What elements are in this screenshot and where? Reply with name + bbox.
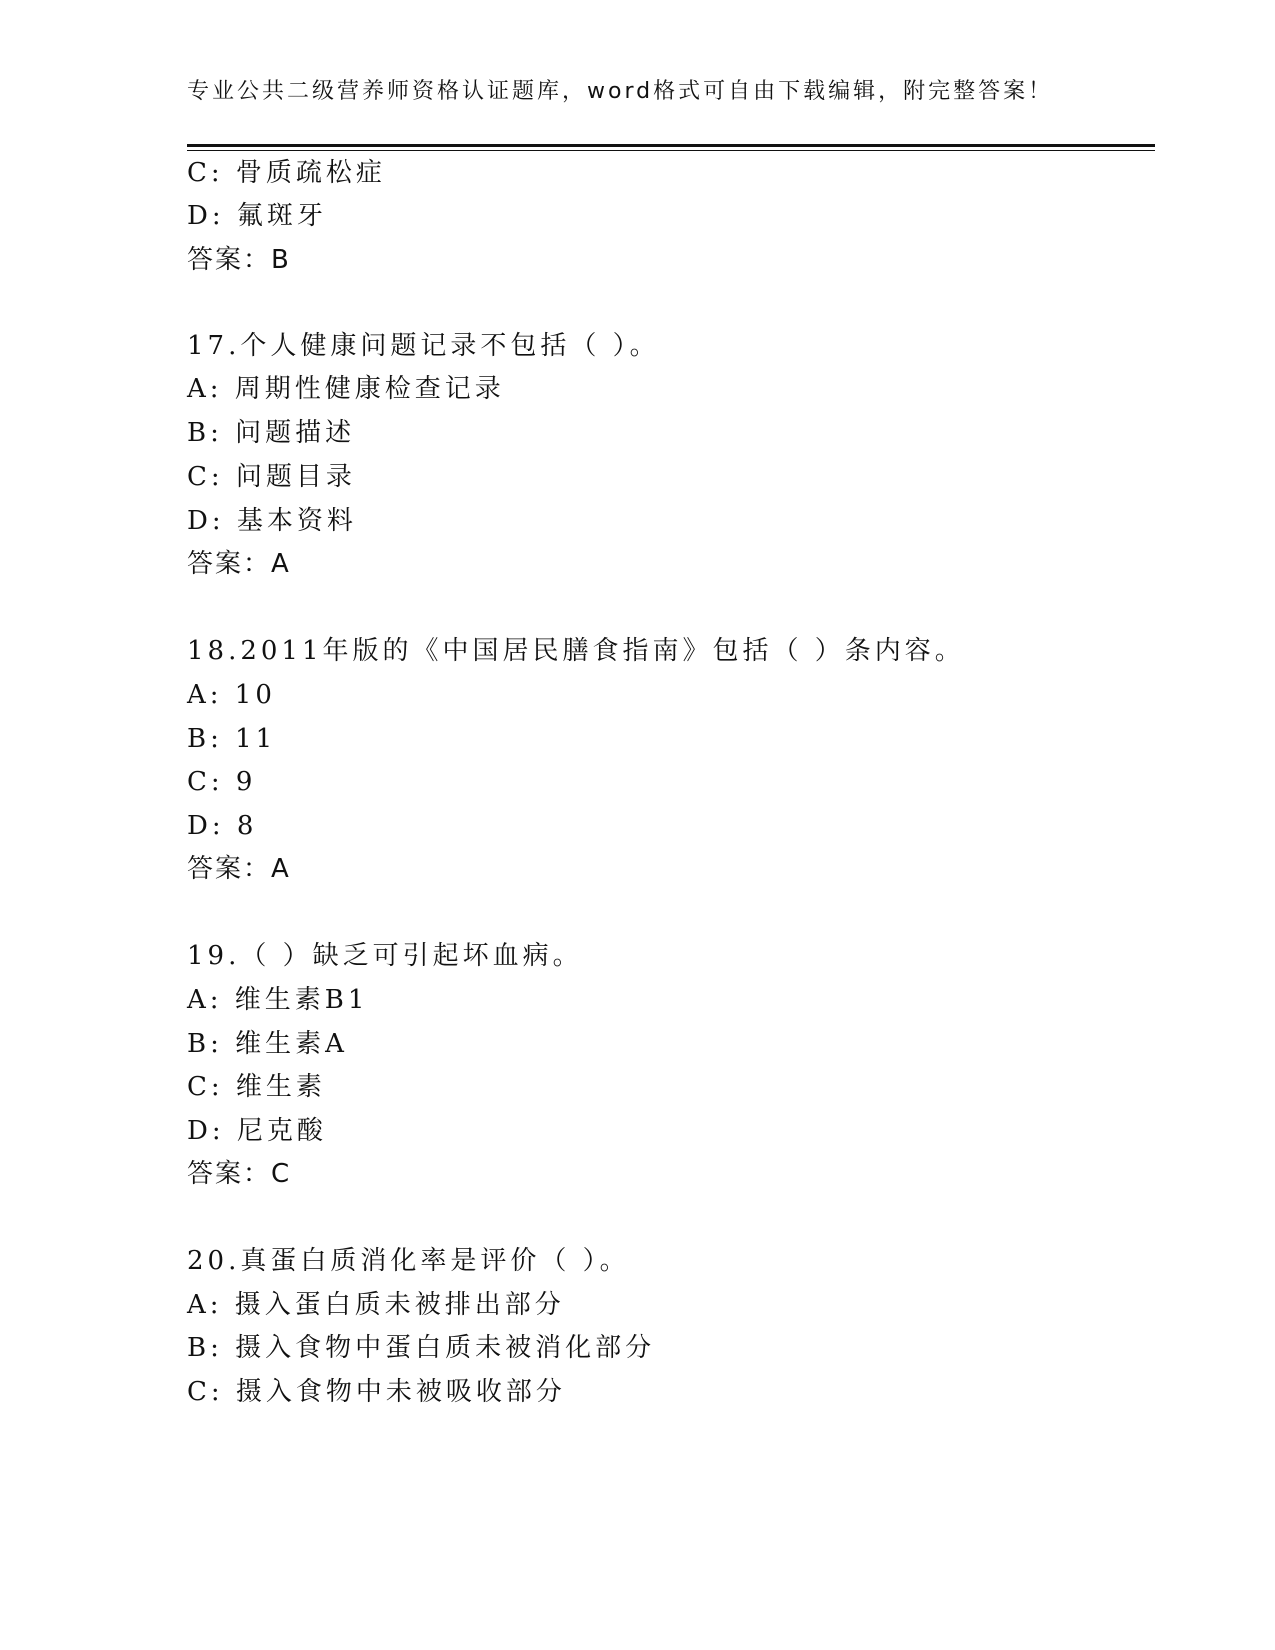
option-c: C: 维生素 (187, 1072, 326, 1102)
option-b: B: 问题描述 (187, 418, 356, 448)
option-a: A: 10 (187, 680, 276, 710)
option-d: D: 8 (187, 811, 258, 841)
question-18: 18.2011年版的《中国居民膳食指南》包括（ ）条内容。 (187, 636, 965, 666)
option-a: A: 维生素B1 (187, 985, 369, 1015)
option-a: A: 周期性健康检查记录 (187, 374, 505, 404)
option-a: A: 摄入蛋白质未被排出部分 (187, 1290, 565, 1320)
option-c: C: 问题目录 (187, 462, 356, 492)
answer: 答案：A (187, 549, 291, 579)
option-b: B: 维生素A (187, 1029, 348, 1059)
header-rule-thick (187, 144, 1155, 147)
option-b: B: 摄入食物中蛋白质未被消化部分 (187, 1333, 656, 1363)
option-d: D: 氟斑牙 (187, 201, 327, 231)
answer: 答案：A (187, 854, 291, 884)
option-c: C: 9 (187, 767, 257, 797)
header-rule-thin (187, 150, 1155, 151)
question-17: 17.个人健康问题记录不包括（ ）。 (187, 331, 660, 361)
option-c: C: 摄入食物中未被吸收部分 (187, 1377, 566, 1407)
answer: 答案：C (187, 1159, 292, 1189)
option-b: B: 11 (187, 724, 277, 754)
option-c: C: 骨质疏松症 (187, 158, 386, 188)
question-19: 19.（ ）缺乏可引起坏血病。 (187, 941, 583, 971)
option-d: D: 尼克酸 (187, 1116, 327, 1146)
option-d: D: 基本资料 (187, 506, 357, 536)
question-20: 20.真蛋白质消化率是评价（ ）。 (187, 1246, 630, 1276)
answer: 答案：B (187, 245, 291, 275)
page-header: 专业公共二级营养师资格认证题库，word格式可自由下载编辑，附完整答案！ (187, 79, 1054, 104)
